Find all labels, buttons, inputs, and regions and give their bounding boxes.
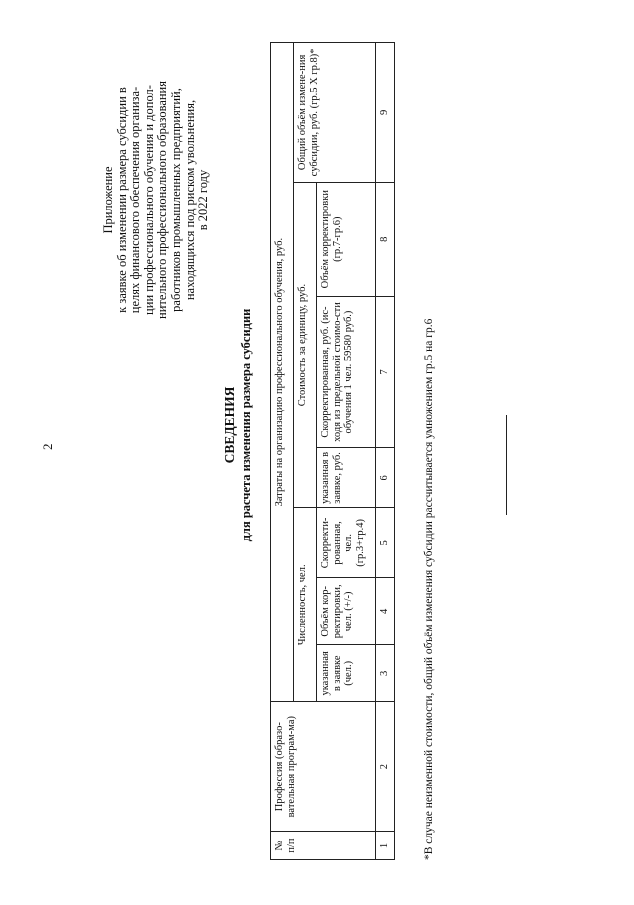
header-headcount-adjustment: Объём кор-ректировки, чел. (+/-) — [317, 578, 376, 645]
column-number: 7 — [376, 296, 395, 448]
appendix-line: работников промышленных предприятий, — [168, 88, 183, 312]
header-costs: Затраты на организацию профессионального обучения, руб. — [271, 43, 294, 702]
column-number: 2 — [376, 702, 395, 832]
header-profession: Профессия (образо-вательная програм-ма) — [271, 702, 376, 832]
appendix-line: нительного профессионального образования — [155, 81, 170, 319]
divider-line — [506, 415, 507, 515]
header-unit-application: указанная в заявке, руб. — [317, 448, 376, 508]
column-number: 9 — [376, 43, 395, 183]
header-headcount-adjusted: Скорректи-рованная, чел. (гр.3+гр.4) — [317, 508, 376, 578]
appendix-line: к заявке об изменении размера субсидии в — [114, 87, 129, 313]
appendix-heading: Приложение — [101, 166, 115, 234]
appendix-line: ции профессионального обучения и допол- — [141, 85, 156, 315]
column-number: 6 — [376, 448, 395, 508]
page-number: 2 — [40, 443, 55, 450]
column-number: 1 — [376, 832, 395, 860]
header-unit-adjustment: Объём корректировки (гр.7-гр.6) — [317, 182, 376, 296]
header-no: № п/п — [271, 832, 376, 860]
appendix-block — [102, 50, 211, 350]
column-number: 4 — [376, 578, 395, 645]
appendix-line: находящихся под риском увольнения, — [182, 99, 197, 301]
title-subtitle: для расчета изменения размера субсидии — [239, 308, 253, 542]
column-number: 3 — [376, 645, 395, 702]
header-unit-adjusted: Скорректированная, руб. (ис-ходя из предельной стоимо-сти обучения 1 чел. 59580 руб.) — [317, 296, 376, 448]
column-number: 8 — [376, 182, 395, 296]
header-headcount: Численность, чел. — [294, 508, 317, 702]
header-unit-cost: Стоимость за единицу, руб. — [294, 182, 317, 508]
footnote: *В случае неизменной стоимости, общий объём изменения субсидии рассчитывается умножением гр.5 на гр.6 — [423, 318, 435, 860]
appendix-line: в 2022 году — [196, 169, 211, 231]
document-title — [222, 195, 254, 655]
header-total-change: Общий объём измене-ния субсидии, руб. (гр.5 Х гр.8)* — [294, 43, 376, 183]
column-number: 5 — [376, 508, 395, 578]
title-main: СВЕДЕНИЯ — [222, 386, 237, 464]
header-headcount-application: указанная в заявке (чел.) — [317, 645, 376, 702]
appendix-line: целях финансового обеспечения организа- — [128, 86, 143, 314]
subsidy-table — [270, 42, 395, 860]
